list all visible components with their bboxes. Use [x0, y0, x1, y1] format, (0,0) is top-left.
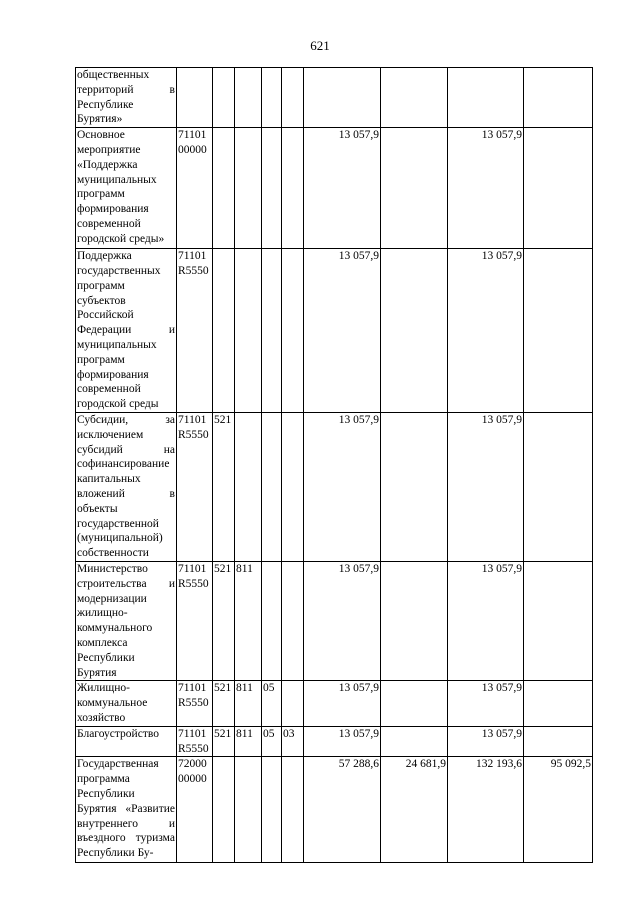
row-name-cell: Субсидии, за исключением субсидий на софинансирование капитальных вложений в объекты государственной (муниципальной) собственности	[76, 412, 177, 561]
value-cell-1: 13 057,9	[304, 128, 381, 249]
value-cell-1	[304, 68, 381, 128]
target-article-cell: 71101 R5550	[177, 681, 213, 726]
subsection-cell	[282, 681, 304, 726]
value-cell-3: 13 057,9	[448, 249, 524, 413]
value-cell-2	[381, 249, 448, 413]
ministry-code-cell	[235, 249, 262, 413]
value-cell-4	[524, 681, 593, 726]
value-cell-3	[448, 68, 524, 128]
value-cell-1: 13 057,9	[304, 561, 381, 680]
subsection-cell: 03	[282, 726, 304, 757]
expense-type-cell	[213, 757, 235, 863]
value-cell-2	[381, 726, 448, 757]
table-row	[76, 561, 593, 680]
section-cell: 05	[262, 681, 282, 726]
value-cell-2	[381, 681, 448, 726]
subsection-cell	[282, 128, 304, 249]
value-cell-3: 13 057,9	[448, 128, 524, 249]
target-article-cell	[177, 68, 213, 128]
row-name-cell: Благоустройство	[76, 726, 177, 757]
expense-type-cell	[213, 128, 235, 249]
value-cell-4	[524, 128, 593, 249]
ministry-code-cell	[235, 128, 262, 249]
value-cell-3: 13 057,9	[448, 681, 524, 726]
target-article-cell: 72000 00000	[177, 757, 213, 863]
target-article-cell: 71101 R5550	[177, 249, 213, 413]
value-cell-3: 13 057,9	[448, 561, 524, 680]
table-row	[76, 412, 593, 561]
ministry-code-cell: 811	[235, 561, 262, 680]
table-row	[76, 757, 593, 863]
table-row	[76, 128, 593, 249]
value-cell-4	[524, 726, 593, 757]
subsection-cell	[282, 757, 304, 863]
section-cell	[262, 412, 282, 561]
section-cell	[262, 128, 282, 249]
section-cell	[262, 757, 282, 863]
value-cell-1: 13 057,9	[304, 412, 381, 561]
expense-type-cell	[213, 249, 235, 413]
section-cell	[262, 561, 282, 680]
value-cell-4: 95 092,5	[524, 757, 593, 863]
page-number: 621	[310, 38, 330, 53]
ministry-code-cell	[235, 757, 262, 863]
table-row	[76, 249, 593, 413]
table-row	[76, 726, 593, 757]
value-cell-2	[381, 68, 448, 128]
value-cell-3: 13 057,9	[448, 412, 524, 561]
ministry-code-cell: 811	[235, 726, 262, 757]
value-cell-3: 13 057,9	[448, 726, 524, 757]
expense-type-cell: 521	[213, 726, 235, 757]
value-cell-1: 13 057,9	[304, 681, 381, 726]
value-cell-4	[524, 561, 593, 680]
value-cell-2	[381, 561, 448, 680]
value-cell-3: 132 193,6	[448, 757, 524, 863]
target-article-cell: 71101 R5550	[177, 561, 213, 680]
row-name-cell: Министерство строительства и модернизации жилищно-коммунального комплекса Республики Бурятия	[76, 561, 177, 680]
subsection-cell	[282, 249, 304, 413]
value-cell-1: 13 057,9	[304, 726, 381, 757]
subsection-cell	[282, 412, 304, 561]
value-cell-2	[381, 128, 448, 249]
expense-type-cell: 521	[213, 561, 235, 680]
table-row	[76, 681, 593, 726]
ministry-code-cell: 811	[235, 681, 262, 726]
target-article-cell: 71101 R5550	[177, 412, 213, 561]
table-row	[76, 68, 593, 128]
section-cell	[262, 68, 282, 128]
ministry-code-cell	[235, 68, 262, 128]
value-cell-4	[524, 68, 593, 128]
row-name-cell: Государственная программа Республики Бурятия «Развитие внутреннего и въездного туризма Республики Бу-	[76, 757, 177, 863]
value-cell-1: 13 057,9	[304, 249, 381, 413]
ministry-code-cell	[235, 412, 262, 561]
section-cell: 05	[262, 726, 282, 757]
expense-type-cell: 521	[213, 681, 235, 726]
row-name-cell: общественных территорий в Республике Бурятия»	[76, 68, 177, 128]
value-cell-1: 57 288,6	[304, 757, 381, 863]
row-name-cell: Основное мероприятие «Поддержка муниципальных программ формирования современной городской среды»	[76, 128, 177, 249]
value-cell-2	[381, 412, 448, 561]
row-name-cell: Поддержка государственных программ субъектов Российской Федерации и муниципальных программ формирования современной городской среды	[76, 249, 177, 413]
value-cell-2: 24 681,9	[381, 757, 448, 863]
expense-type-cell	[213, 68, 235, 128]
row-name-cell: Жилищно-коммунальное хозяйство	[76, 681, 177, 726]
expense-type-cell: 521	[213, 412, 235, 561]
value-cell-4	[524, 249, 593, 413]
target-article-cell: 71101 00000	[177, 128, 213, 249]
budget-table	[75, 67, 593, 863]
value-cell-4	[524, 412, 593, 561]
subsection-cell	[282, 68, 304, 128]
target-article-cell: 71101 R5550	[177, 726, 213, 757]
subsection-cell	[282, 561, 304, 680]
section-cell	[262, 249, 282, 413]
